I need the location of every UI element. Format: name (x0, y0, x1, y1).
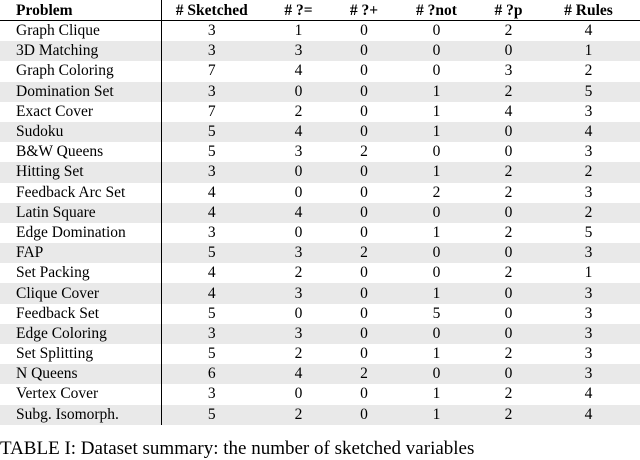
problem-cell: Graph Coloring (16, 62, 114, 80)
table-row (0, 304, 640, 324)
table-body (0, 21, 640, 425)
q-not-cell: 1 (393, 82, 480, 102)
rules-cell: 3 (537, 324, 640, 344)
sketched-cell: 5 (161, 344, 262, 364)
problem-cell: Clique Cover (0, 283, 161, 303)
sketched-cell: 3 (161, 324, 262, 344)
problem-cell: Feedback Set (16, 304, 100, 322)
sketched-cell: 5 (161, 405, 262, 425)
sketched-cell: 3 (161, 41, 262, 61)
rules-cell: 4 (584, 385, 593, 403)
sketched-cell: 5 (161, 142, 262, 162)
q-plus-cell: 0 (335, 41, 393, 61)
q-p-cell: 0 (480, 324, 537, 344)
rules-cell: 3 (584, 345, 593, 363)
problem-cell: Latin Square (0, 203, 161, 223)
q-eq-cell: 0 (294, 183, 303, 201)
problem-cell: N Queens (0, 364, 161, 384)
table-row (0, 61, 640, 81)
q-eq-cell: 2 (294, 102, 303, 120)
q-p-cell: 2 (504, 385, 513, 403)
problem-cell: Sudoku (0, 122, 161, 142)
rules-cell: 3 (584, 102, 593, 120)
table-row (0, 183, 640, 203)
q-p-cell: 0 (504, 143, 513, 161)
q-not-cell: 1 (432, 102, 441, 120)
q-plus-cell: 0 (335, 405, 393, 425)
q-eq-cell: 2 (294, 264, 303, 282)
sketched-cell: 3 (161, 223, 262, 243)
table-row (0, 223, 640, 243)
sketched-cell: 7 (161, 61, 262, 81)
sketched-cell: 7 (161, 102, 262, 122)
problem-cell: B&W Queens (16, 143, 104, 161)
header-problem: Problem (0, 0, 161, 21)
q-not-cell: 1 (432, 385, 441, 403)
q-plus-cell: 2 (360, 143, 368, 161)
q-not-cell: 1 (393, 162, 480, 182)
q-p-cell: 0 (480, 283, 537, 303)
q-p-cell: 3 (504, 62, 513, 80)
table-row (0, 283, 640, 303)
table-row (0, 384, 640, 404)
header-q-plus: # ?+ (335, 0, 393, 21)
sketched-cell: 5 (161, 122, 262, 142)
sketched-cell: 4 (161, 263, 262, 283)
q-plus-cell: 0 (335, 324, 393, 344)
table-row (0, 364, 640, 384)
rules-cell: 5 (537, 82, 640, 102)
q-plus-cell: 0 (360, 223, 368, 241)
q-plus-cell: 2 (335, 364, 393, 384)
q-eq-cell: 0 (262, 82, 335, 102)
q-p-cell: 2 (504, 22, 513, 40)
rules-cell: 5 (584, 223, 593, 241)
q-p-cell: 2 (504, 183, 513, 201)
q-p-cell: 0 (480, 364, 537, 384)
q-not-cell: 0 (432, 22, 441, 40)
q-plus-cell: 0 (335, 162, 393, 182)
q-eq-cell: 2 (262, 405, 335, 425)
rules-cell: 3 (584, 304, 593, 322)
q-eq-cell: 4 (262, 203, 335, 223)
sketched-cell: 6 (161, 364, 262, 384)
table-header-row (0, 0, 640, 21)
q-plus-cell: 2 (335, 243, 393, 263)
q-eq-cell: 0 (294, 385, 303, 403)
q-plus-cell: 0 (360, 102, 368, 120)
q-eq-cell: 1 (294, 22, 303, 40)
sketched-cell: 5 (161, 304, 262, 324)
header-rules: # Rules (537, 0, 640, 21)
problem-cell: 3D Matching (0, 41, 161, 61)
header-q-p: # ?p (480, 0, 537, 21)
problem-cell: Set Splitting (16, 345, 94, 363)
q-not-cell: 1 (432, 223, 441, 241)
q-plus-cell: 0 (335, 122, 393, 142)
q-plus-cell: 0 (335, 82, 393, 102)
table-row (0, 243, 640, 263)
problem-cell: Hitting Set (0, 162, 161, 182)
table-row (0, 203, 640, 223)
q-eq-cell: 2 (294, 345, 303, 363)
rules-cell: 2 (537, 162, 640, 182)
q-not-cell: 0 (393, 203, 480, 223)
q-eq-cell: 0 (262, 162, 335, 182)
sketched-cell: 3 (161, 162, 262, 182)
table-row (0, 82, 640, 102)
q-not-cell: 0 (393, 324, 480, 344)
q-p-cell: 2 (504, 345, 513, 363)
q-plus-cell: 0 (360, 304, 368, 322)
rules-cell: 3 (584, 143, 593, 161)
problem-cell: Domination Set (0, 82, 161, 102)
q-not-cell: 0 (393, 243, 480, 263)
problem-cell: Exact Cover (16, 102, 94, 120)
q-not-cell: 1 (432, 345, 441, 363)
q-not-cell: 2 (432, 183, 441, 201)
q-p-cell: 2 (480, 82, 537, 102)
rules-cell: 2 (537, 203, 640, 223)
table-row (0, 21, 640, 42)
q-eq-cell: 0 (294, 304, 303, 322)
q-p-cell: 0 (480, 122, 537, 142)
sketched-cell: 4 (161, 283, 262, 303)
sketched-cell: 3 (161, 21, 262, 42)
q-p-cell: 0 (480, 203, 537, 223)
problem-cell: Set Packing (16, 264, 90, 282)
rules-cell: 3 (537, 243, 640, 263)
rules-cell: 3 (584, 183, 593, 201)
q-eq-cell: 3 (262, 41, 335, 61)
q-eq-cell: 3 (262, 243, 335, 263)
sketched-cell: 3 (161, 82, 262, 102)
q-eq-cell: 0 (294, 223, 303, 241)
q-not-cell: 0 (393, 41, 480, 61)
rules-cell: 4 (537, 122, 640, 142)
table-row (0, 263, 640, 283)
table-row (0, 405, 640, 425)
problem-cell: Feedback Arc Set (16, 183, 126, 201)
problem-cell: Subg. Isomorph. (0, 405, 161, 425)
q-not-cell: 1 (393, 283, 480, 303)
problem-cell: Edge Domination (16, 223, 126, 241)
problem-cell: FAP (0, 243, 161, 263)
header-q-not: # ?not (393, 0, 480, 21)
q-eq-cell: 3 (262, 283, 335, 303)
q-plus-cell: 0 (335, 203, 393, 223)
sketched-cell: 4 (161, 203, 262, 223)
table-row (0, 162, 640, 182)
q-plus-cell: 0 (360, 385, 368, 403)
q-plus-cell: 0 (360, 183, 368, 201)
q-p-cell: 2 (504, 223, 513, 241)
q-not-cell: 5 (432, 304, 441, 322)
q-plus-cell: 0 (360, 264, 368, 282)
table-row (0, 142, 640, 162)
table-caption: TABLE I: Dataset summary: the number of sketched variables (0, 438, 475, 459)
q-not-cell: 0 (432, 143, 441, 161)
q-plus-cell: 0 (335, 283, 393, 303)
q-not-cell: 1 (393, 405, 480, 425)
table-row (0, 41, 640, 61)
q-p-cell: 0 (504, 304, 513, 322)
q-eq-cell: 3 (294, 143, 303, 161)
rules-cell: 1 (537, 41, 640, 61)
rules-cell: 1 (584, 264, 593, 282)
sketched-cell: 3 (161, 384, 262, 404)
q-plus-cell: 0 (360, 345, 368, 363)
table-row (0, 324, 640, 344)
rules-cell: 4 (537, 405, 640, 425)
table-row (0, 102, 640, 122)
q-p-cell: 0 (480, 243, 537, 263)
q-plus-cell: 0 (360, 62, 368, 80)
q-eq-cell: 3 (262, 324, 335, 344)
q-not-cell: 1 (393, 122, 480, 142)
table-row (0, 122, 640, 142)
q-not-cell: 0 (432, 62, 441, 80)
problem-cell: Vertex Cover (16, 385, 99, 403)
q-eq-cell: 4 (294, 62, 303, 80)
rules-cell: 4 (584, 22, 593, 40)
table-row (0, 344, 640, 364)
q-eq-cell: 4 (262, 122, 335, 142)
q-not-cell: 0 (432, 264, 441, 282)
q-p-cell: 2 (504, 264, 513, 282)
sketched-cell: 5 (161, 243, 262, 263)
rules-cell: 2 (584, 62, 593, 80)
q-not-cell: 0 (393, 364, 480, 384)
problem-cell: Edge Coloring (0, 324, 161, 344)
header-q-eq: # ?= (262, 0, 335, 21)
header-sketched: # Sketched (161, 0, 262, 21)
q-p-cell: 2 (480, 405, 537, 425)
q-p-cell: 2 (480, 162, 537, 182)
rules-cell: 3 (537, 283, 640, 303)
q-p-cell: 0 (480, 41, 537, 61)
q-p-cell: 4 (504, 102, 513, 120)
q-eq-cell: 4 (262, 364, 335, 384)
rules-cell: 3 (537, 364, 640, 384)
sketched-cell: 4 (161, 183, 262, 203)
q-plus-cell: 0 (360, 22, 368, 40)
problem-cell: Graph Clique (16, 22, 100, 40)
